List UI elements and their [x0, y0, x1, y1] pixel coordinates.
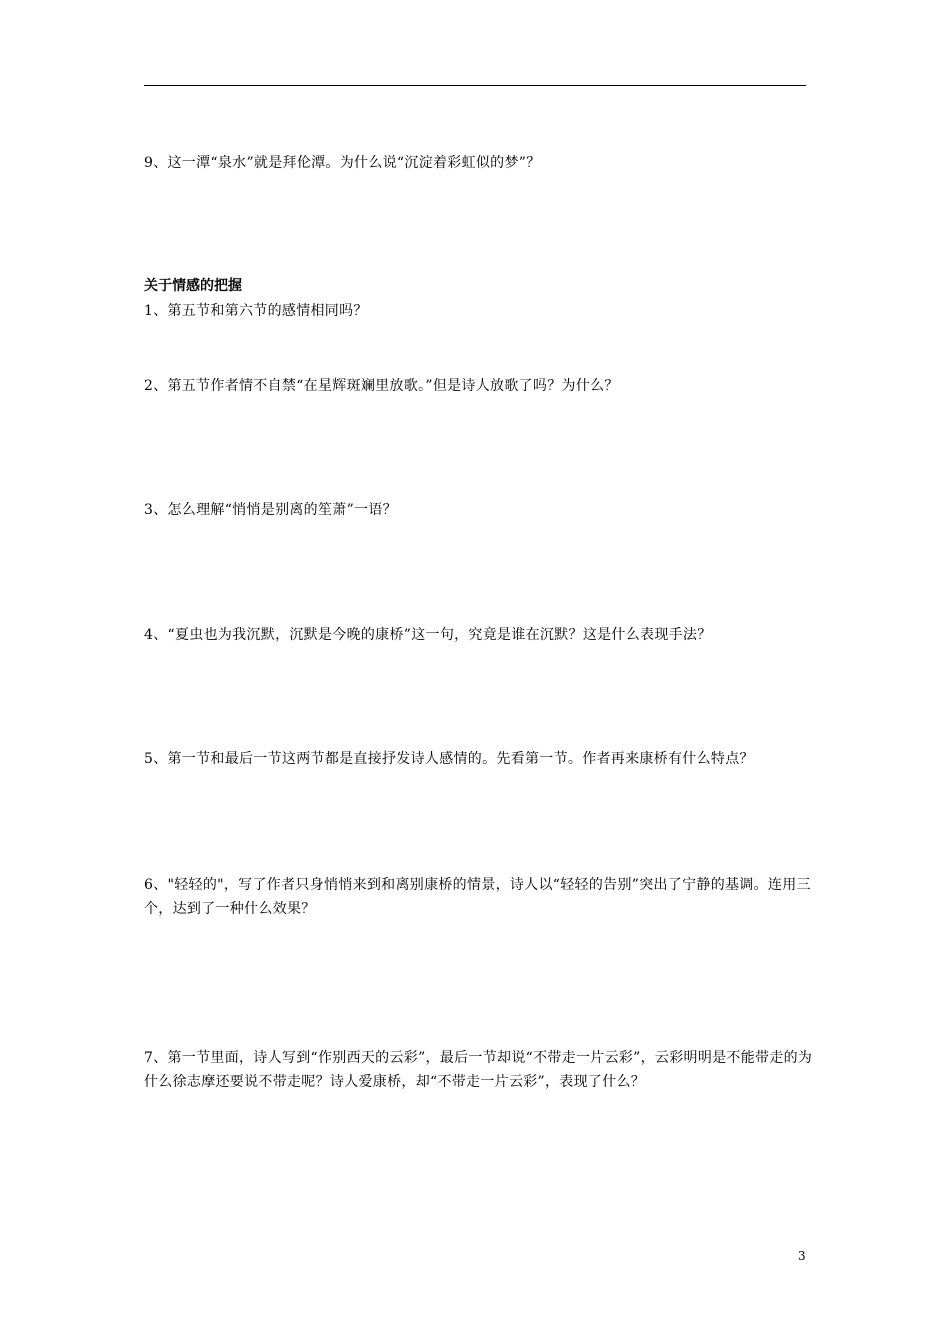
page-number: 3 [798, 1249, 806, 1263]
question-1: 1、第五节和第六节的感情相同吗？ [144, 303, 368, 319]
question-3: 3、怎么理解“悄悄是别离的笙萧”一语？ [144, 502, 397, 518]
question-4: 4、“夏虫也为我沉默，沉默是今晚的康桥”这一句，究竟是谁在沉默？这是什么表现手法？ [144, 627, 712, 643]
question-7: 7、第一节里面，诗人写到“作别西天的云彩”，最后一节却说“不带走一片云彩”，云彩明明是不能带走的为什么徐志摩还要说不带走呢？诗人爱康桥，却“不带走一片云彩”，表现了什么？ [144, 1050, 813, 1090]
question-5: 5、第一节和最后一节这两节都是直接抒发诗人感情的。先看第一节。作者再来康桥有什么特点？ [144, 751, 754, 767]
header-rule [144, 85, 806, 86]
question-2: 2、第五节作者情不自禁“在星辉斑斓里放歌。”但是诗人放歌了吗？为什么？ [144, 378, 619, 394]
question-6: 6、"轻轻的"，写了作者只身悄悄来到和离别康桥的情景，诗人以“轻轻的告别”突出了宁静的基调。连用三个，达到了一种什么效果？ [144, 877, 811, 917]
question-9: 9、这一潭“泉水”就是拜伦潭。为什么说“沉淀着彩虹似的梦”？ [144, 155, 541, 171]
section-heading: 关于情感的把握 [144, 278, 242, 294]
